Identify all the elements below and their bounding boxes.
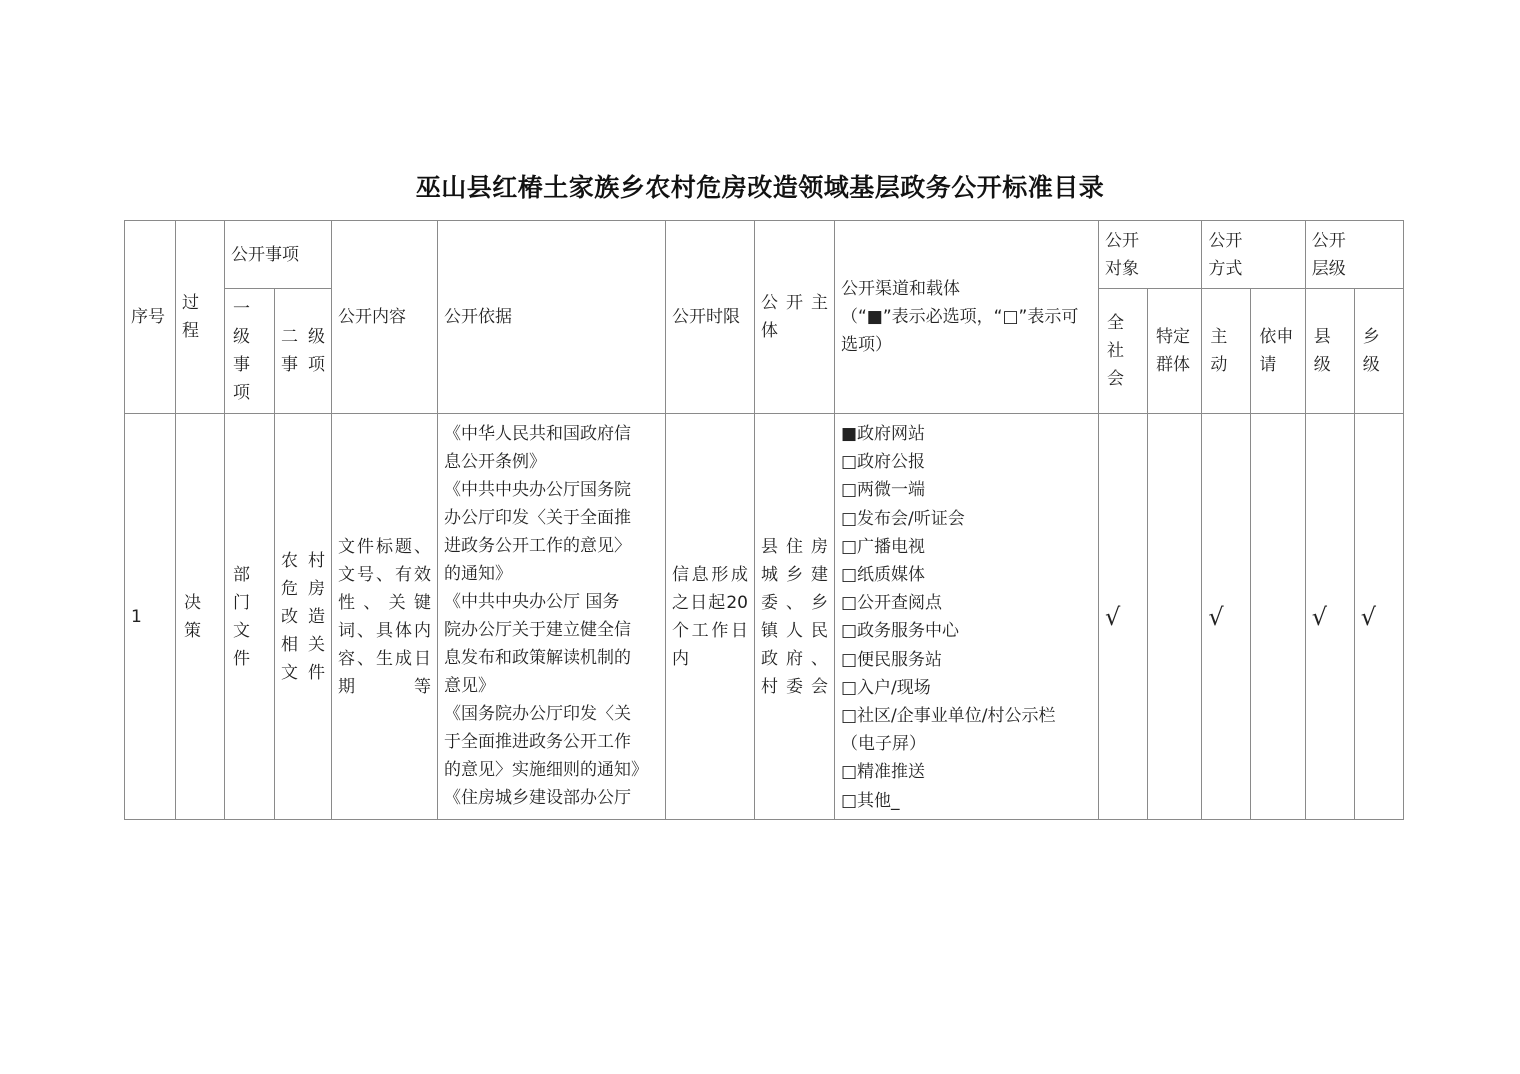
channel-item: □纸质媒体 (841, 565, 926, 586)
header-basis: 公开依据 (438, 221, 666, 414)
channel-item: □公开查阅点 (841, 593, 943, 614)
cell-target-all: √ (1099, 414, 1148, 820)
channel-item: ■政府网站 (841, 424, 926, 444)
cell-level-county: √ (1305, 414, 1354, 820)
header-mode: 公开 方式 (1202, 221, 1305, 289)
header-seq: 序号 (125, 221, 176, 414)
channel-item: □便民服务站 (841, 649, 943, 670)
cell-content: 文件标题、文号、有效性、关键词、具体内容、生成日期等 (332, 414, 438, 820)
cell-channels (835, 414, 1099, 820)
cell-subject: 县住房城乡建委、乡镇人民政府、村委会 (755, 414, 835, 820)
header-target-all: 全社会 (1099, 289, 1148, 414)
header-level-county: 县级 (1305, 289, 1354, 414)
cell-target-group (1148, 414, 1202, 820)
header-level-town: 乡级 (1354, 289, 1403, 414)
channel-item: □广播电视 (841, 536, 926, 557)
channel-item: □社区/企事业单位/村公示栏 (841, 706, 1056, 727)
header-mode-active: 主动 (1202, 289, 1251, 414)
cell-level-town: √ (1354, 414, 1403, 820)
header-mode-request: 依申请 (1251, 289, 1305, 414)
header-process: 过程 (176, 221, 225, 414)
cell-mode-active: √ (1202, 414, 1251, 820)
cell-level1: 部门文件 (225, 414, 275, 820)
catalog-table (124, 220, 1404, 820)
cell-level2: 农村危房改造相关文件 (275, 414, 332, 820)
header-channel (835, 221, 1099, 414)
channel-item: □其他_ (841, 790, 900, 811)
channel-item: □两微一端 (841, 480, 926, 501)
cell-basis: 《中华人民共和国政府信 息公开条例》 《中共中央办公厅国务院 办公厅印发〈关于全面推 进政务公开工作的意见〉 的通知》 《中共中央办公厅 国务 院办公厅关于建立健全信 息发布和政策解读机制的 意见》 《国务院办公厅印发〈关 于全面推进政务公开工作 的意见〉实施细则的通知》 《住房城乡建设部办公厅 (438, 414, 666, 820)
header-level1: 一级事项 (225, 289, 275, 414)
cell-mode-request (1251, 414, 1305, 820)
header-level: 公开 层级 (1305, 221, 1403, 289)
header-target-group: 特定 群体 (1148, 289, 1202, 414)
header-level2: 二 级 事项 (275, 289, 332, 414)
header-channel-label: 公开渠道和载体 (841, 279, 960, 299)
header-subject: 公 开 主 体 (755, 221, 835, 414)
header-matter: 公开事项 (225, 221, 332, 289)
header-content: 公开内容 (332, 221, 438, 414)
header-target: 公开 对象 (1099, 221, 1202, 289)
header-time-limit: 公开时限 (666, 221, 755, 414)
header-row-1 (125, 221, 1404, 289)
page-title: 巫山县红椿土家族乡农村危房改造领域基层政务公开标准目录 (415, 173, 1105, 202)
channel-item: □入户/现场 (841, 677, 931, 698)
channel-item: □精准推送 (841, 762, 926, 783)
table-row (125, 414, 1404, 820)
cell-seq: 1 (125, 414, 176, 820)
channel-item: □政务服务中心 (841, 621, 960, 642)
channel-item: □发布会/听证会 (841, 508, 965, 529)
cell-time-limit: 信息形成之日起20个工作日内 (666, 414, 755, 820)
header-channel-note: （“■”表示必选项，“□”表示可选项） (841, 307, 1079, 355)
channel-item: （电子屏） (841, 734, 926, 755)
cell-process: 决策 (176, 414, 225, 820)
channel-item: □政府公报 (841, 452, 926, 473)
